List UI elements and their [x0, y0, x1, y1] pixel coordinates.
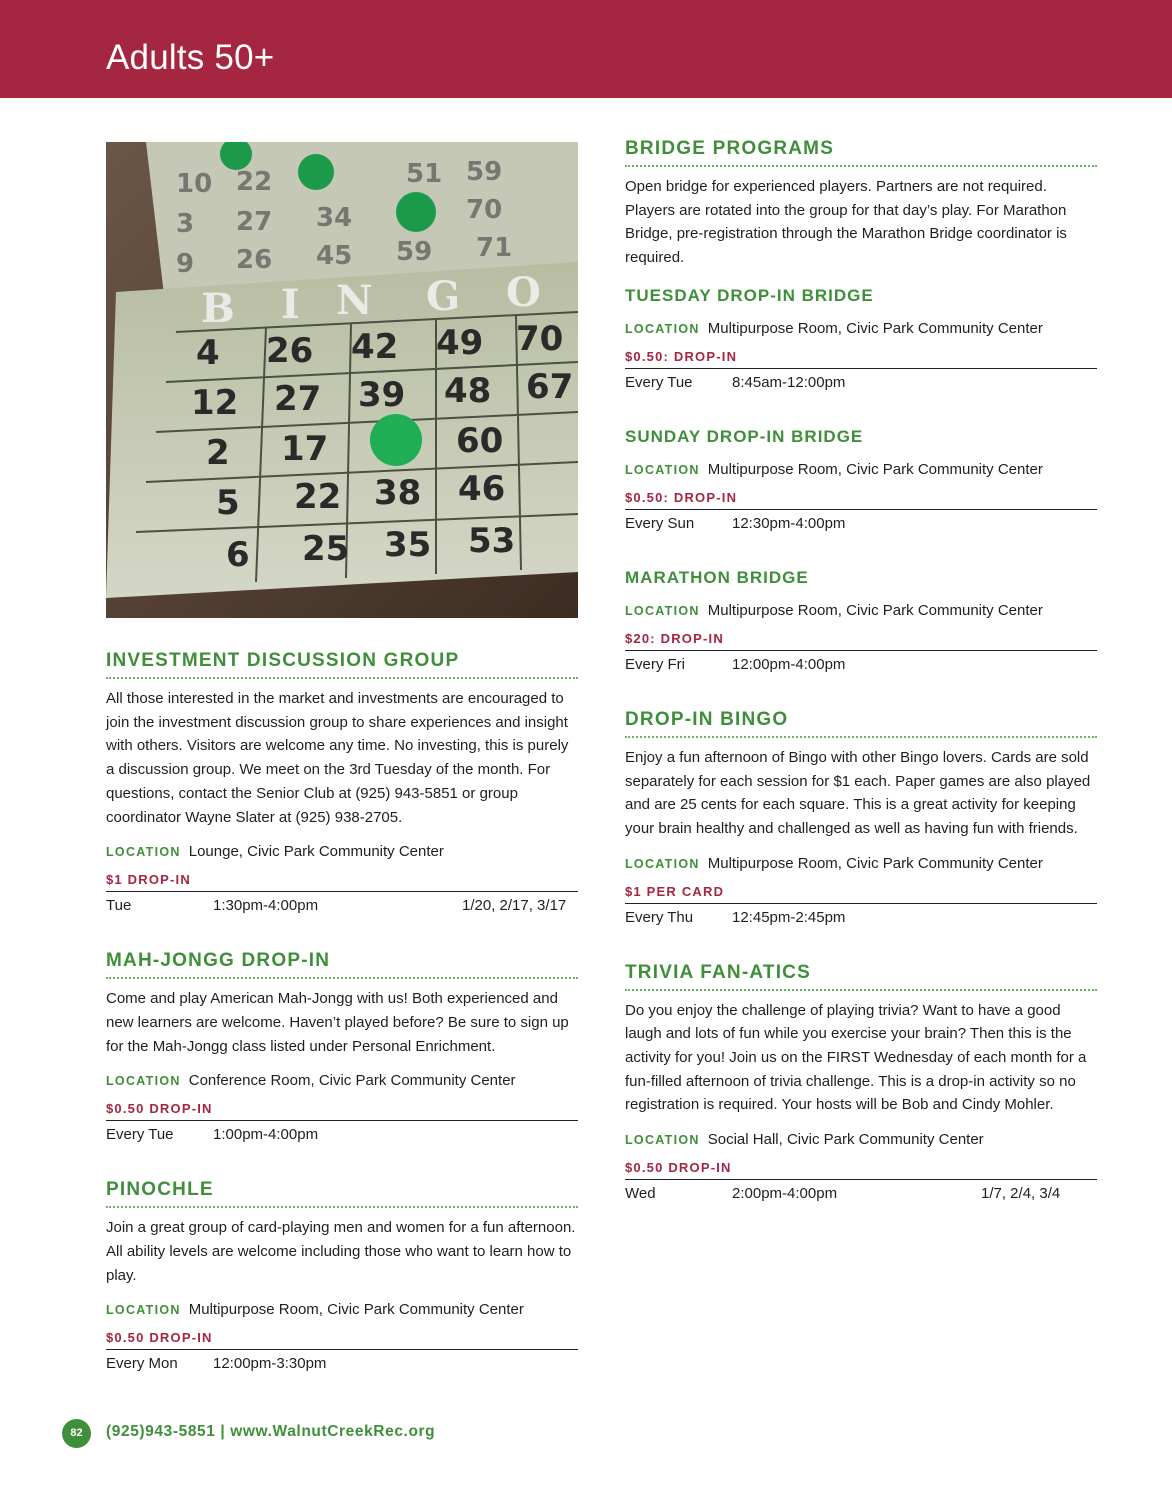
svg-text:B: B	[201, 285, 235, 332]
location-value: Conference Room, Civic Park Community Center	[188, 1072, 516, 1090]
sunday-bridge-schedule-row	[625, 510, 1097, 538]
svg-text:N: N	[336, 277, 373, 324]
schedule-day: Wed	[625, 1185, 656, 1203]
schedule-time: 12:00pm-3:30pm	[213, 1355, 327, 1373]
bingo-card-photo	[106, 142, 578, 618]
location-label: LOCATION	[625, 603, 700, 618]
page-number-badge: 82	[62, 1419, 91, 1448]
schedule-day: Every Sun	[625, 514, 695, 532]
sunday-bridge-price: $0.50: DROP-IN	[625, 490, 1097, 510]
tuesday-bridge-price: $0.50: DROP-IN	[625, 349, 1097, 369]
svg-text:46: 46	[458, 469, 506, 509]
location-label: LOCATION	[625, 856, 700, 871]
svg-text:67: 67	[526, 367, 574, 407]
location-label: LOCATION	[625, 1133, 700, 1148]
pinochle-schedule-row	[106, 1350, 578, 1378]
svg-text:22: 22	[236, 167, 273, 197]
svg-text:49: 49	[436, 323, 484, 363]
mahjongg-description: Come and play American Mah-Jongg with us! Both experienced and new learners are welcome. Haven’t played before? Be sure to sign up for the Mah-Jongg class listed under Personal Enrichment.	[106, 990, 569, 1055]
bingo-photo-illustration	[106, 142, 578, 618]
svg-text:26: 26	[266, 331, 314, 371]
trivia-location	[625, 1131, 1097, 1148]
svg-text:60: 60	[456, 421, 504, 461]
trivia-schedule-row	[625, 1180, 1097, 1208]
location-value: Multipurpose Room, Civic Park Community Center	[707, 319, 1043, 337]
investment-title: INVESTMENT DISCUSSION GROUP	[106, 650, 578, 679]
svg-text:38: 38	[374, 473, 422, 513]
location-label: LOCATION	[106, 1303, 181, 1318]
svg-text:G: G	[426, 273, 461, 320]
investment-schedule-row	[106, 892, 578, 920]
footer-contact[interactable]: (925)943-5851 | www.WalnutCreekRec.org	[106, 1423, 436, 1440]
svg-text:59: 59	[396, 237, 433, 267]
svg-text:17: 17	[281, 429, 329, 469]
sunday-bridge-location	[625, 461, 1097, 478]
mahjongg-schedule-row	[106, 1121, 578, 1149]
svg-text:39: 39	[358, 375, 406, 415]
svg-text:42: 42	[351, 327, 399, 367]
svg-text:59: 59	[466, 157, 503, 187]
marathon-bridge-title: MARATHON BRIDGE	[625, 567, 809, 587]
location-value: Multipurpose Room, Civic Park Community Center	[188, 1301, 524, 1319]
svg-text:34: 34	[316, 203, 353, 233]
location-label: LOCATION	[625, 462, 700, 477]
svg-text:70: 70	[516, 319, 564, 359]
schedule-time: 12:00pm-4:00pm	[732, 655, 846, 673]
bingo-schedule-row	[625, 904, 1097, 932]
schedule-day: Every Thu	[625, 908, 694, 926]
mahjongg-price: $0.50 DROP-IN	[106, 1101, 578, 1121]
mahjongg-location	[106, 1072, 578, 1089]
schedule-day: Tue	[106, 897, 132, 915]
schedule-day: Every Fri	[625, 655, 685, 673]
trivia-title: TRIVIA FAN-ATICS	[625, 962, 1097, 991]
svg-text:3: 3	[176, 209, 195, 239]
svg-text:35: 35	[384, 525, 432, 565]
svg-text:2: 2	[206, 433, 230, 473]
trivia-description: Do you enjoy the challenge of playing trivia? Want to have a good laugh and lots of fun while you exercise your brain? Then this is the activity for you! Join us on the FIRST Wednesday of each month for a fun-filled afternoon of trivia challenge. This is a drop-in activity so no registration is required. Your hosts will be Bob and Cindy Mohler.	[625, 1001, 1087, 1114]
schedule-time: 8:45am-12:00pm	[732, 373, 846, 391]
tuesday-bridge-location	[625, 320, 1097, 337]
investment-price: $1 DROP-IN	[106, 872, 578, 892]
location-value: Multipurpose Room, Civic Park Community Center	[707, 601, 1043, 619]
svg-text:27: 27	[274, 379, 322, 419]
bingo-price: $1 PER CARD	[625, 884, 1097, 904]
bingo-description: Enjoy a fun afternoon of Bingo with other Bingo lovers. Cards are sold separately for each session for $1 each. Paper games are also played and are 25 cents for each square. This is a great activity for keeping your brain healthy and challenged as well as having fun with friends.	[625, 748, 1091, 837]
marathon-bridge-location	[625, 602, 1097, 619]
right-column	[625, 138, 1097, 1208]
svg-text:70: 70	[466, 195, 503, 225]
pinochle-location	[106, 1301, 578, 1318]
location-value: Multipurpose Room, Civic Park Community Center	[707, 854, 1043, 872]
svg-text:51: 51	[406, 159, 443, 189]
tuesday-bridge-schedule-row	[625, 369, 1097, 397]
svg-text:45: 45	[316, 241, 353, 271]
trivia-price: $0.50 DROP-IN	[625, 1160, 1097, 1180]
svg-text:4: 4	[196, 333, 220, 373]
svg-text:I: I	[281, 281, 300, 328]
location-value: Social Hall, Civic Park Community Center	[707, 1131, 984, 1149]
svg-text:48: 48	[444, 371, 492, 411]
page-title: Adults 50+	[106, 38, 275, 77]
bingo-location	[625, 855, 1097, 872]
schedule-day: Every Tue	[106, 1126, 174, 1144]
investment-description: All those interested in the market and investments are encouraged to join the investment discussion group to share experiences and insight with others. Visitors are welcome any time. No investing, this is purely a discussion group. We meet on the 3rd Tuesday of the month. For questions, contact the Senior Club at (925) 943-5851 or group coordinator Wayne Slater at (925) 938-2705.	[106, 690, 569, 826]
schedule-time: 1:30pm-4:00pm	[213, 897, 319, 915]
schedule-time: 1:00pm-4:00pm	[213, 1126, 319, 1144]
mahjongg-title: MAH-JONGG DROP-IN	[106, 950, 578, 979]
svg-text:27: 27	[236, 207, 273, 237]
bridge-description: Open bridge for experienced players. Partners are not required. Players are rotated into the group for that day’s play. For Marathon Bridge, pre-registration through the Marathon Bridge coordinator is required.	[625, 178, 1067, 267]
svg-text:25: 25	[302, 529, 350, 569]
svg-text:53: 53	[468, 521, 516, 561]
bridge-title: BRIDGE PROGRAMS	[625, 138, 1097, 167]
pinochle-title: PINOCHLE	[106, 1179, 578, 1208]
schedule-time: 12:30pm-4:00pm	[732, 514, 846, 532]
schedule-dates: 1/7, 2/4, 3/4	[981, 1185, 1061, 1203]
location-value: Multipurpose Room, Civic Park Community Center	[707, 460, 1043, 478]
schedule-time: 12:45pm-2:45pm	[732, 908, 846, 926]
svg-text:12: 12	[191, 383, 239, 423]
tuesday-bridge-title: TUESDAY DROP-IN BRIDGE	[625, 285, 874, 305]
page-header	[0, 0, 1172, 98]
svg-text:O: O	[506, 269, 541, 316]
investment-location	[106, 843, 578, 860]
svg-text:26: 26	[236, 245, 273, 275]
svg-text:6: 6	[226, 535, 250, 575]
bingo-title: DROP-IN BINGO	[625, 709, 1097, 738]
location-label: LOCATION	[106, 1074, 181, 1089]
pinochle-price: $0.50 DROP-IN	[106, 1330, 578, 1350]
svg-text:71: 71	[476, 233, 513, 263]
marathon-bridge-schedule-row	[625, 651, 1097, 679]
svg-text:22: 22	[294, 477, 342, 517]
location-value: Lounge, Civic Park Community Center	[188, 843, 444, 861]
left-column	[106, 142, 578, 1378]
location-label: LOCATION	[106, 845, 181, 860]
svg-text:10: 10	[176, 169, 213, 199]
svg-text:9: 9	[176, 249, 195, 279]
schedule-day: Every Tue	[625, 373, 693, 391]
location-label: LOCATION	[625, 321, 700, 336]
sunday-bridge-title: SUNDAY DROP-IN BRIDGE	[625, 426, 864, 446]
schedule-dates: 1/20, 2/17, 3/17	[462, 897, 567, 915]
marathon-bridge-price: $20: DROP-IN	[625, 631, 1097, 651]
svg-text:5: 5	[216, 483, 240, 523]
pinochle-description: Join a great group of card-playing men and women for a fun afternoon. All ability levels are welcome including those who want to learn how to play.	[106, 1219, 576, 1284]
schedule-time: 2:00pm-4:00pm	[732, 1185, 838, 1203]
schedule-day: Every Mon	[106, 1355, 178, 1373]
